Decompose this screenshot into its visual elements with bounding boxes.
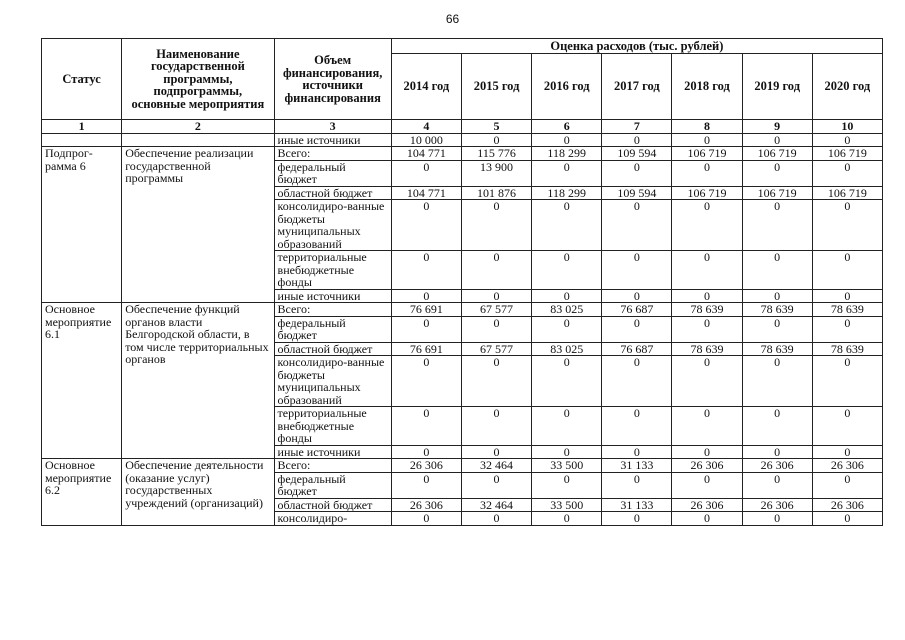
- value-cell: 0: [461, 289, 531, 303]
- value-cell: 106 719: [672, 186, 742, 200]
- status-cell: Подпрог-рамма 6: [42, 147, 122, 303]
- name-cell: Обеспечение реализации государственной программы: [122, 147, 274, 303]
- source-cell: областной бюджет: [274, 498, 391, 512]
- budget-table: [41, 38, 883, 526]
- value-cell: 26 306: [742, 498, 812, 512]
- value-cell: 0: [812, 316, 882, 342]
- source-cell: консолидиро-: [274, 512, 391, 526]
- value-cell: 0: [602, 316, 672, 342]
- source-cell: консолидиро-ванные бюджеты муниципальных образований: [274, 200, 391, 251]
- column-number: 10: [812, 120, 882, 134]
- value-cell: 0: [602, 356, 672, 407]
- value-cell: 31 133: [602, 459, 672, 473]
- source-cell: иные источники: [274, 289, 391, 303]
- value-cell: 0: [672, 316, 742, 342]
- header-year: 2019 год: [742, 54, 812, 120]
- column-number: 1: [42, 120, 122, 134]
- value-cell: 104 771: [391, 186, 461, 200]
- value-cell: 0: [812, 356, 882, 407]
- value-cell: 0: [672, 512, 742, 526]
- value-cell: 0: [532, 356, 602, 407]
- value-cell: 0: [391, 356, 461, 407]
- value-cell: 78 639: [672, 303, 742, 317]
- value-cell: 0: [602, 251, 672, 290]
- value-cell: 0: [602, 160, 672, 186]
- value-cell: 67 577: [461, 303, 531, 317]
- header-name: Наименование государственной программы, подпрограммы, основные мероприятия: [122, 39, 274, 120]
- value-cell: 26 306: [672, 459, 742, 473]
- source-cell: консолидиро-ванные бюджеты муниципальных образований: [274, 356, 391, 407]
- value-cell: 0: [742, 407, 812, 446]
- value-cell: 0: [461, 445, 531, 459]
- value-cell: 26 306: [742, 459, 812, 473]
- value-cell: 10 000: [391, 133, 461, 147]
- value-cell: 0: [461, 472, 531, 498]
- value-cell: 0: [391, 200, 461, 251]
- value-cell: 106 719: [672, 147, 742, 161]
- header-year: 2015 год: [461, 54, 531, 120]
- value-cell: 0: [532, 289, 602, 303]
- value-cell: 0: [672, 133, 742, 147]
- source-cell: Всего:: [274, 147, 391, 161]
- value-cell: 104 771: [391, 147, 461, 161]
- column-number: 2: [122, 120, 274, 134]
- source-cell: областной бюджет: [274, 342, 391, 356]
- value-cell: 0: [532, 472, 602, 498]
- value-cell: 0: [391, 316, 461, 342]
- value-cell: 0: [812, 200, 882, 251]
- source-cell: федеральный бюджет: [274, 160, 391, 186]
- value-cell: 0: [742, 445, 812, 459]
- value-cell: 78 639: [672, 342, 742, 356]
- value-cell: 0: [672, 160, 742, 186]
- value-cell: 0: [602, 512, 672, 526]
- value-cell: 0: [391, 251, 461, 290]
- column-number: 5: [461, 120, 531, 134]
- value-cell: 0: [602, 407, 672, 446]
- value-cell: 0: [461, 200, 531, 251]
- table-row: [42, 459, 883, 473]
- table-row: [42, 147, 883, 161]
- status-cell: [42, 133, 122, 147]
- value-cell: 0: [672, 407, 742, 446]
- value-cell: 106 719: [812, 147, 882, 161]
- column-number: 7: [602, 120, 672, 134]
- value-cell: 0: [391, 512, 461, 526]
- value-cell: 78 639: [812, 342, 882, 356]
- value-cell: 0: [602, 445, 672, 459]
- header-year: 2014 год: [391, 54, 461, 120]
- value-cell: 115 776: [461, 147, 531, 161]
- value-cell: 0: [742, 160, 812, 186]
- value-cell: 78 639: [742, 303, 812, 317]
- value-cell: 0: [532, 160, 602, 186]
- value-cell: 0: [461, 407, 531, 446]
- value-cell: 0: [672, 200, 742, 251]
- value-cell: 0: [812, 289, 882, 303]
- value-cell: 0: [812, 251, 882, 290]
- table-row: [42, 303, 883, 317]
- header-source: Объем финансирования, источники финансирования: [274, 39, 391, 120]
- value-cell: 0: [602, 472, 672, 498]
- source-cell: территориальные внебюджетные фонды: [274, 407, 391, 446]
- value-cell: 0: [812, 512, 882, 526]
- source-cell: областной бюджет: [274, 186, 391, 200]
- value-cell: 0: [461, 356, 531, 407]
- source-cell: Всего:: [274, 459, 391, 473]
- header-year: 2017 год: [602, 54, 672, 120]
- value-cell: 106 719: [742, 147, 812, 161]
- source-cell: федеральный бюджет: [274, 472, 391, 498]
- value-cell: 0: [461, 133, 531, 147]
- value-cell: 0: [672, 445, 742, 459]
- value-cell: 106 719: [812, 186, 882, 200]
- value-cell: 0: [532, 133, 602, 147]
- value-cell: 0: [391, 160, 461, 186]
- page-number: 66: [445, 12, 460, 26]
- value-cell: 83 025: [532, 342, 602, 356]
- value-cell: 0: [532, 251, 602, 290]
- value-cell: 0: [391, 289, 461, 303]
- column-number: 4: [391, 120, 461, 134]
- value-cell: 33 500: [532, 459, 602, 473]
- header-year: 2016 год: [532, 54, 602, 120]
- value-cell: 109 594: [602, 147, 672, 161]
- source-cell: территориальные внебюджетные фонды: [274, 251, 391, 290]
- value-cell: 33 500: [532, 498, 602, 512]
- value-cell: 118 299: [532, 186, 602, 200]
- name-cell: Обеспечение функций органов власти Белгородской области, в том числе территориальных органов: [122, 303, 274, 459]
- value-cell: 106 719: [742, 186, 812, 200]
- value-cell: 0: [672, 251, 742, 290]
- value-cell: 0: [461, 316, 531, 342]
- value-cell: 0: [532, 407, 602, 446]
- value-cell: 0: [812, 133, 882, 147]
- value-cell: 0: [742, 251, 812, 290]
- source-cell: федеральный бюджет: [274, 316, 391, 342]
- value-cell: 0: [532, 316, 602, 342]
- table-row: [42, 133, 883, 147]
- value-cell: 0: [461, 512, 531, 526]
- value-cell: 0: [742, 472, 812, 498]
- source-cell: иные источники: [274, 133, 391, 147]
- value-cell: 0: [391, 407, 461, 446]
- status-cell: Основное мероприятие 6.1: [42, 303, 122, 459]
- value-cell: 0: [532, 200, 602, 251]
- value-cell: 0: [672, 472, 742, 498]
- value-cell: 0: [812, 472, 882, 498]
- value-cell: 0: [391, 445, 461, 459]
- value-cell: 109 594: [602, 186, 672, 200]
- value-cell: 0: [812, 407, 882, 446]
- value-cell: 118 299: [532, 147, 602, 161]
- value-cell: 0: [812, 160, 882, 186]
- column-number: 6: [532, 120, 602, 134]
- value-cell: 76 687: [602, 303, 672, 317]
- source-cell: иные источники: [274, 445, 391, 459]
- value-cell: 101 876: [461, 186, 531, 200]
- column-number: 8: [672, 120, 742, 134]
- value-cell: 0: [532, 512, 602, 526]
- value-cell: 32 464: [461, 498, 531, 512]
- value-cell: 26 306: [812, 498, 882, 512]
- value-cell: 26 306: [672, 498, 742, 512]
- value-cell: 0: [602, 289, 672, 303]
- name-cell: Обеспечение деятельности (оказание услуг) государственных учреждений (организаций): [122, 459, 274, 526]
- value-cell: 0: [812, 445, 882, 459]
- value-cell: 0: [672, 356, 742, 407]
- value-cell: 0: [672, 289, 742, 303]
- status-cell: Основное мероприятие 6.2: [42, 459, 122, 526]
- header-year: 2020 год: [812, 54, 882, 120]
- value-cell: 0: [461, 251, 531, 290]
- value-cell: 0: [602, 133, 672, 147]
- value-cell: 32 464: [461, 459, 531, 473]
- column-number: 3: [274, 120, 391, 134]
- name-cell: [122, 133, 274, 147]
- header-year: 2018 год: [672, 54, 742, 120]
- value-cell: 0: [742, 512, 812, 526]
- value-cell: 0: [742, 133, 812, 147]
- header-status: Статус: [42, 39, 122, 120]
- value-cell: 0: [742, 200, 812, 251]
- column-number: 9: [742, 120, 812, 134]
- value-cell: 0: [742, 316, 812, 342]
- value-cell: 26 306: [391, 459, 461, 473]
- source-cell: Всего:: [274, 303, 391, 317]
- value-cell: 83 025: [532, 303, 602, 317]
- value-cell: 26 306: [391, 498, 461, 512]
- value-cell: 31 133: [602, 498, 672, 512]
- value-cell: 76 687: [602, 342, 672, 356]
- value-cell: 67 577: [461, 342, 531, 356]
- value-cell: 0: [532, 445, 602, 459]
- value-cell: 0: [742, 289, 812, 303]
- value-cell: 0: [391, 472, 461, 498]
- value-cell: 13 900: [461, 160, 531, 186]
- value-cell: 0: [602, 200, 672, 251]
- value-cell: 26 306: [812, 459, 882, 473]
- value-cell: 0: [742, 356, 812, 407]
- value-cell: 76 691: [391, 342, 461, 356]
- header-estimate: Оценка расходов (тыс. рублей): [391, 39, 882, 54]
- value-cell: 76 691: [391, 303, 461, 317]
- value-cell: 78 639: [742, 342, 812, 356]
- value-cell: 78 639: [812, 303, 882, 317]
